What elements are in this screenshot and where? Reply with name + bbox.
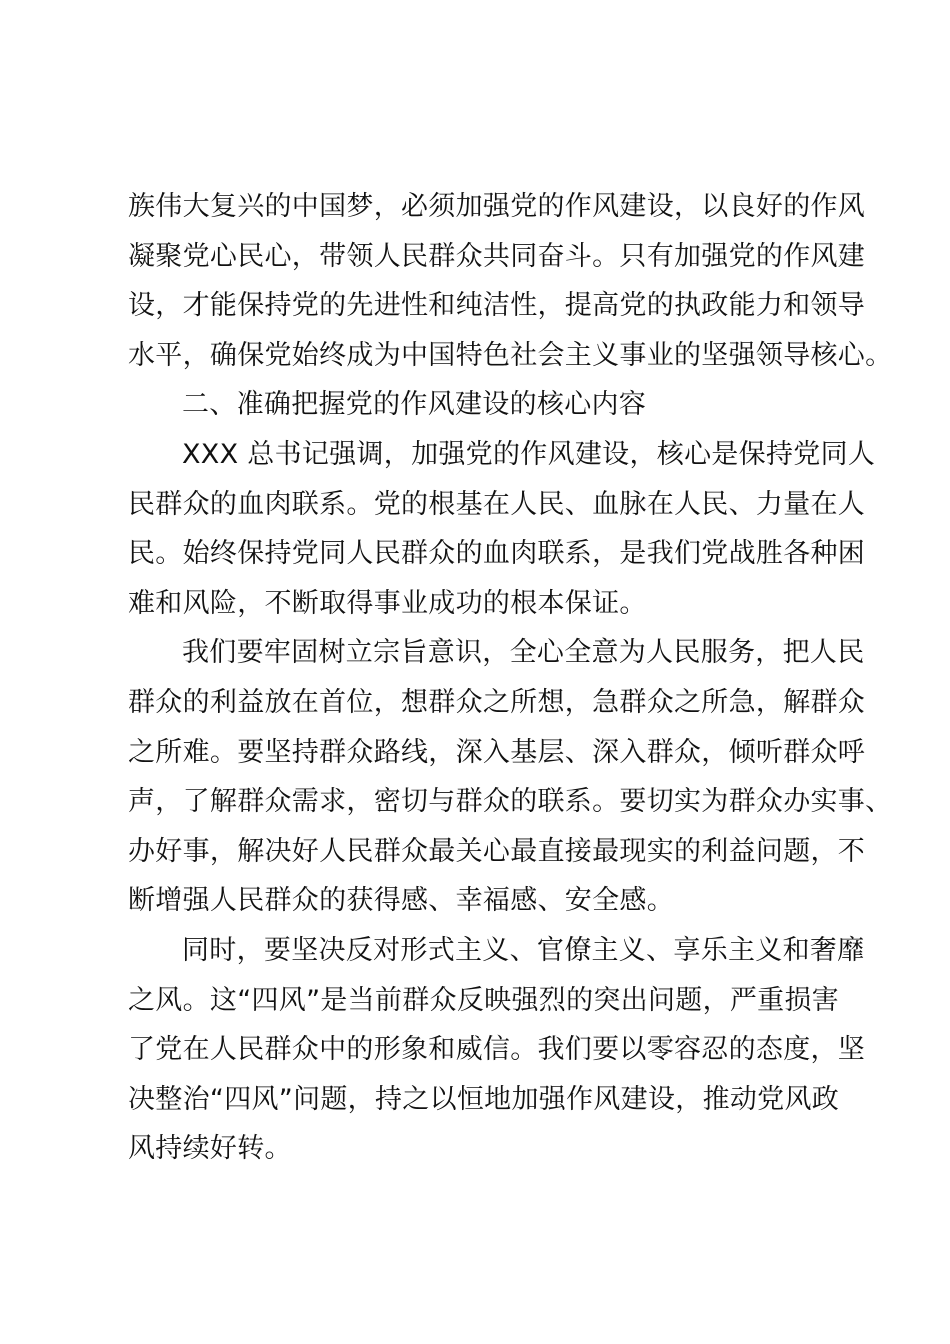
text-line: 声，了解群众需求，密切与群众的联系。要切实为群众办实事、	[128, 786, 893, 818]
text-line: 设，才能保持党的先进性和纯洁性，提高党的执政能力和领导	[128, 290, 866, 322]
text-line: 之所难。要坚持群众路线，深入基层、深入群众，倾听群众呼	[128, 736, 866, 768]
paragraph-first-line: 同时，要坚决反对形式主义、官僚主义、享乐主义和奢靡	[182, 934, 865, 966]
paragraph-first-line: 我们要牢固树立宗旨意识，全心全意为人民服务，把人民	[182, 637, 865, 669]
text-line: 群众的利益放在首位，想群众之所想，急群众之所急，解群众	[128, 686, 866, 718]
text-line: 难和风险，不断取得事业成功的根本保证。	[128, 587, 647, 619]
text-line: 办好事，解决好人民群众最关心最直接最现实的利益问题，不	[128, 835, 866, 867]
text-line: 水平，确保党始终成为中国特色社会主义事业的坚强领导核心。	[128, 339, 893, 371]
text-line: 决整治“四风”问题，持之以恒地加强作风建设，推动党风政	[128, 1083, 840, 1115]
text-line: 凝聚党心民心，带领人民群众共同奋斗。只有加强党的作风建	[128, 240, 866, 272]
paragraph-first-line: XXX 总书记强调，加强党的作风建设，核心是保持党同人	[182, 438, 876, 470]
document-body	[128, 182, 893, 1174]
text-line: 之风。这“四风”是当前群众反映强烈的突出问题，严重损害	[128, 984, 840, 1016]
text-line: 断增强人民群众的获得感、幸福感、安全感。	[128, 885, 674, 917]
text-line: 族伟大复兴的中国梦，必须加强党的作风建设，以良好的作风	[128, 191, 866, 222]
section-heading: 二、准确把握党的作风建设的核心内容	[182, 389, 647, 421]
text-line: 了党在人民群众中的形象和威信。我们要以零容忍的态度，坚	[128, 1034, 866, 1066]
text-line: 民群众的血肉联系。党的根基在人民、血脉在人民、力量在人	[128, 488, 866, 520]
text-line: 民。始终保持党同人民群众的血肉联系，是我们党战胜各种困	[128, 538, 866, 570]
text-line: 风持续好转。	[128, 1133, 292, 1165]
